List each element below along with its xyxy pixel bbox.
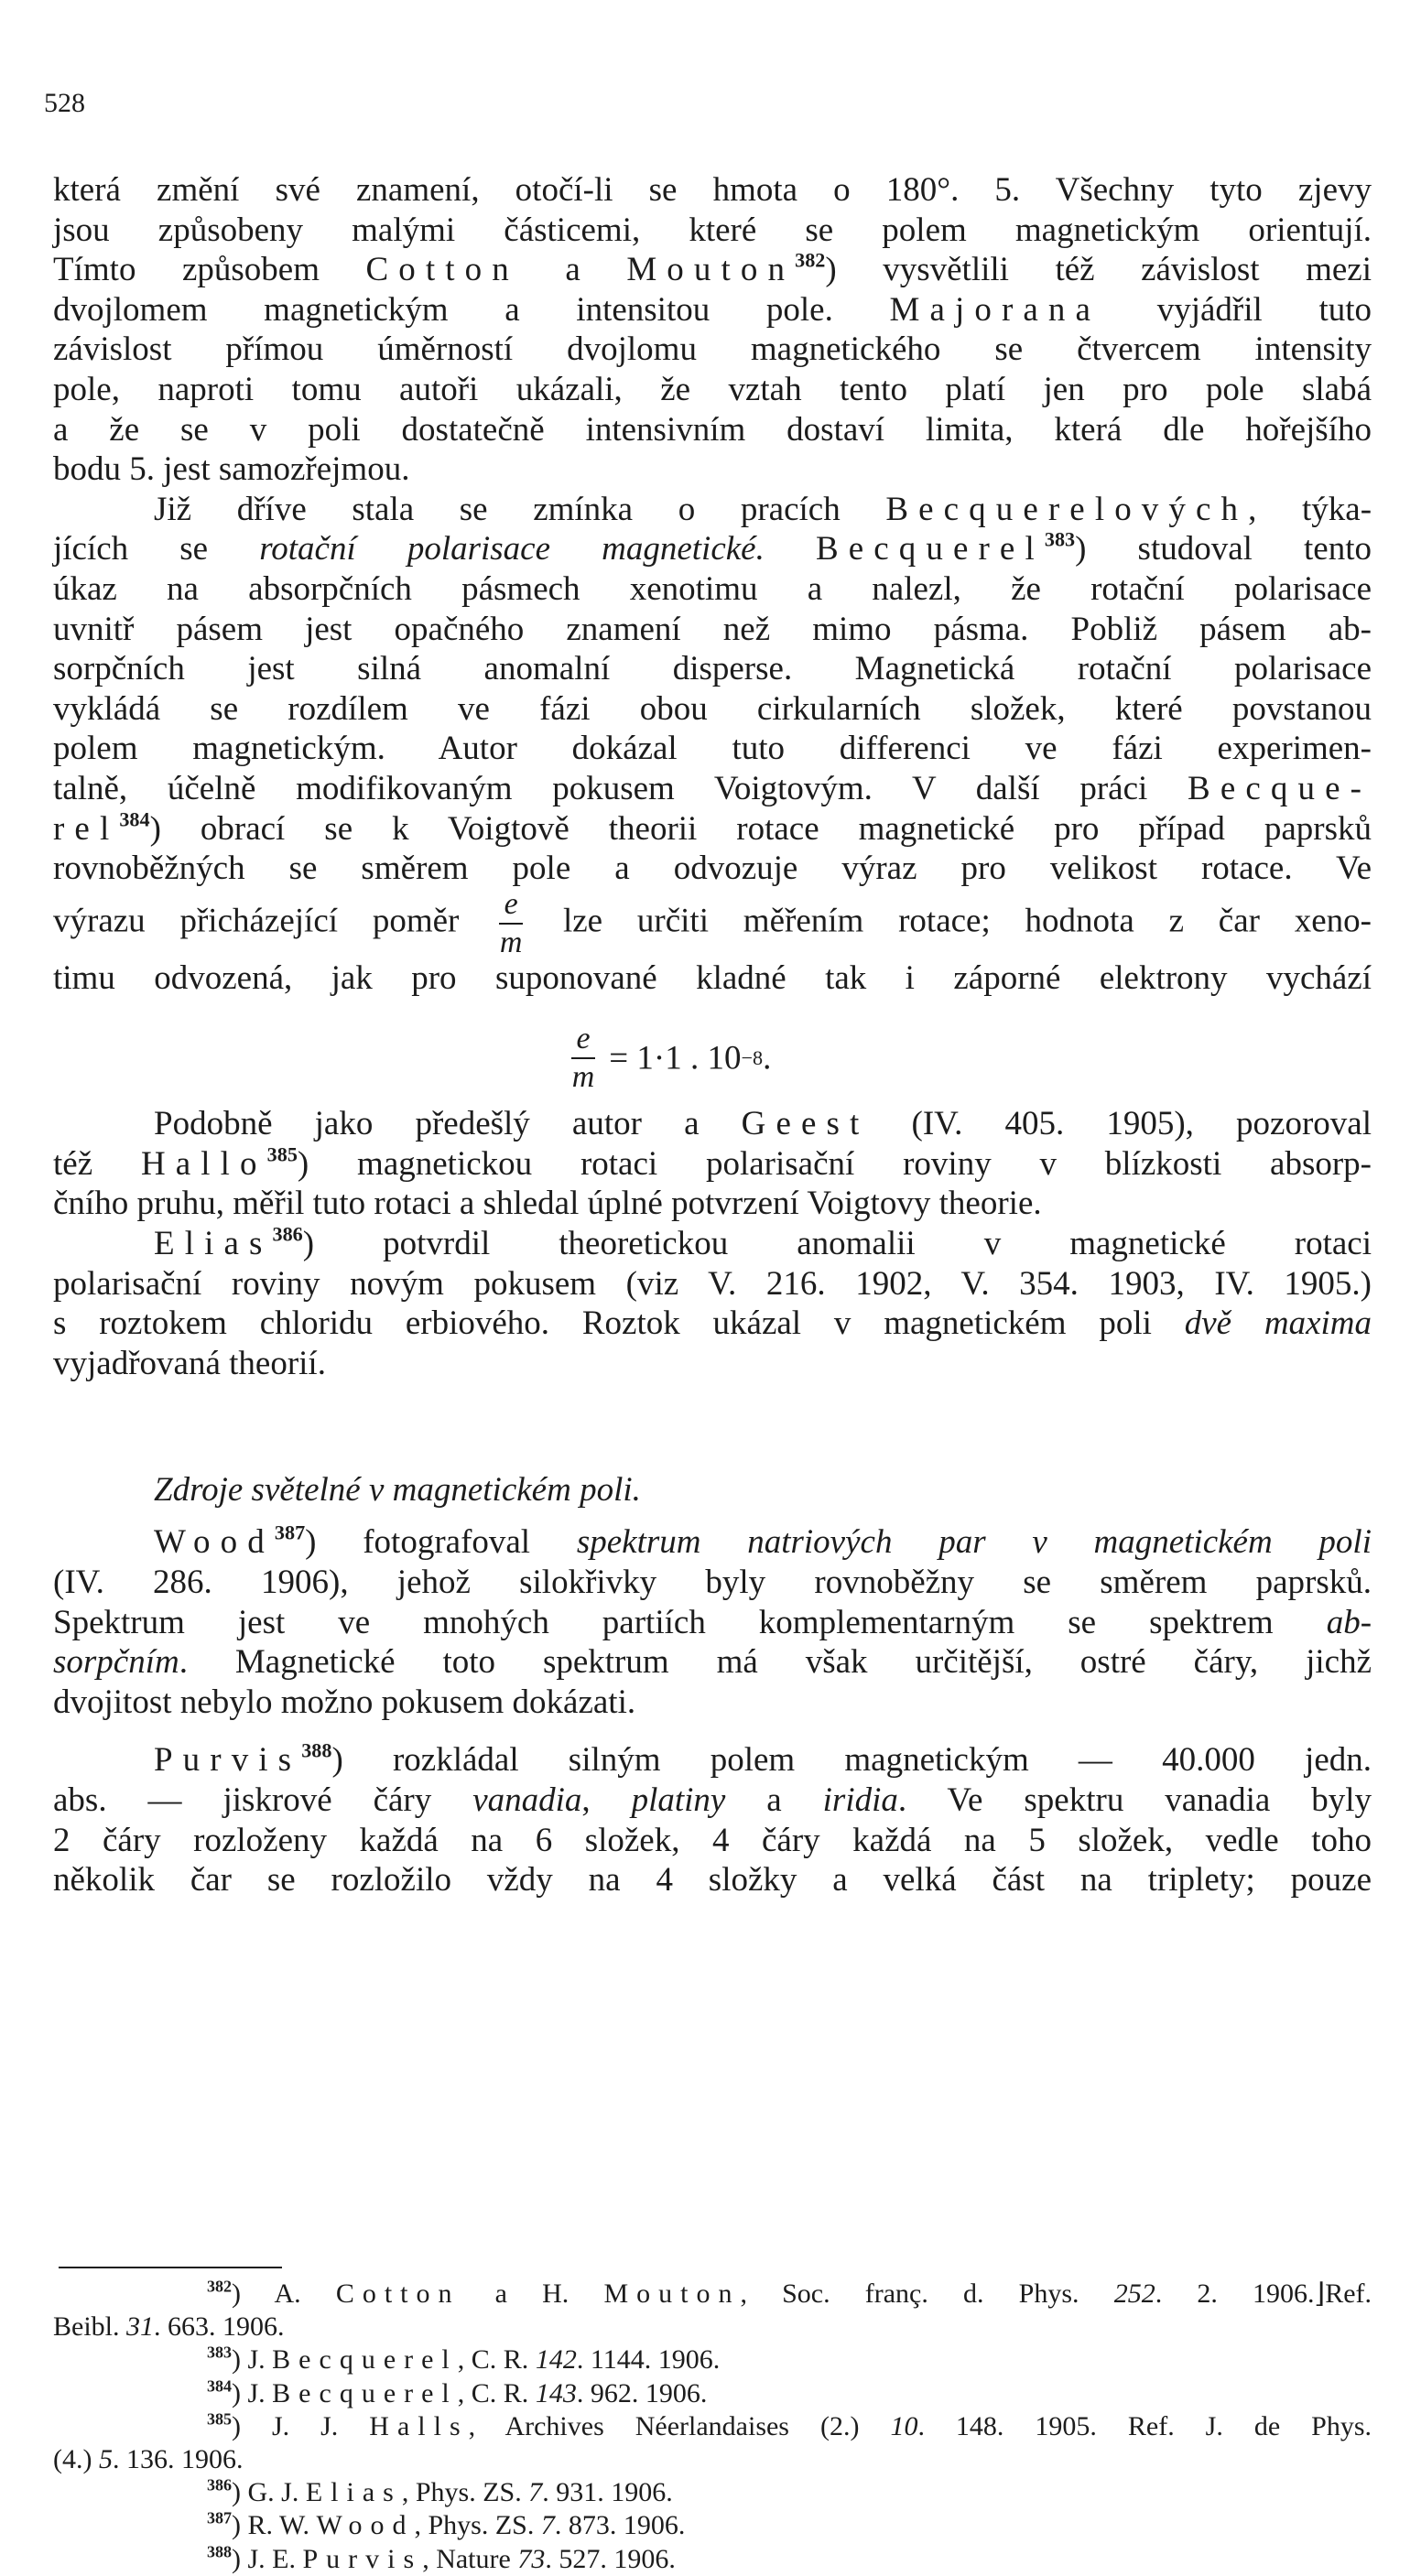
text-line: Purvis$^{388}$) rozkládal silným polem magnetickým — 40.000 jedn. [154,1738,1372,1780]
footnote-ref: 385 [266,1142,298,1166]
text-line: s roztokem chloridu erbiového. Roztok ukázal v magnetickém poli dvě maxima [53,1304,1372,1343]
footnote-ref: 383 [1044,527,1076,551]
paragraph-2 [53,490,1372,999]
author-name: Mouton [626,251,796,289]
text-line: sorpčním. Magnetické toto spektrum má však určitější, ostré čáry, jichž [53,1643,1372,1682]
footnote-382-cont: Beibl. 31. 663. 1906. [53,2311,285,2343]
emphasis: vanadia [472,1781,582,1819]
text-line: vyjadřovaná theorií. [53,1344,326,1382]
text-line: závislost přímou úměrností dvojlomu magnetického se čtvercem intensity [53,330,1372,369]
text-line: Elias$^{386}$) potvrdil theoretickou anomalii v magnetické rotaci [154,1222,1372,1263]
text-line: která změní své znamení, otočí-li se hmota o 180°. 5. Všechny tyto zjevy [53,171,1372,209]
text-line: (IV. 286. 1906), jehož silokřivky byly rovnoběžny se směrem paprsků. [53,1564,1372,1602]
text-line: rel$^{384}$) obrací se k Voigtově theorii rotace magnetické pro případ paprsků [53,807,1372,848]
text-line: několik čar se rozložilo vždy na 4 složky a velká část na triplety; pouze [53,1861,1372,1900]
text-line: sorpčních jest silná anomalní disperse. Magnetická rotační polarisace [53,650,1372,688]
text-line: uvnitř pásem jest opačného znamení než mimo pásma. Pobliž pásem ab- [53,610,1372,648]
text-line: jsou způsobeny malými částicemi, které se polem magnetickým orientují. [53,211,1372,249]
text-line: úkaz na absorpčních pásmech xenotimu a nalezl, že rotační polarisace [53,569,1372,608]
text-line: Wood$^{387}$) fotografoval spektrum natriových par v magnetickém poli [154,1521,1372,1562]
author-name: Becquerel [815,530,1045,568]
text-line: dvojitost nebylo možno pokusem dokázati. [53,1683,636,1721]
text-line: jících se rotační polarisace magnetické. Becquerel$^{383}$) studoval tento [53,527,1372,568]
main-text [53,170,1372,1900]
author-name: Cotton [365,251,519,289]
text-line: výrazu přicházející poměr $\frac{e}{m}$ lze určiti měřením rotace; hodnota z čar xeno- [53,886,1372,959]
author-name: rel [53,809,120,848]
footnote-382: $^{382}$) A. Cotton a H. Mouton, Soc. franç. d. Phys. 252. 2. 1906.⌋Ref. [207,2277,1372,2309]
paragraph-4 [53,1224,1372,1383]
text-line: Podobně jako předešlý autor a Geest (IV. 405. 1905), pozoroval [154,1105,1372,1143]
text-line: Spektrum jest ve mnohých partiích komplementarným se spektrem ab- [53,1603,1372,1641]
text-line: dvojlomem magnetickým a intensitou pole. Majorana vyjádřil tuto [53,290,1372,329]
author-name: Purvis [154,1741,302,1780]
text-line: a že se v poli dostatečně intensivním dostaví limita, která dle hořejšího [53,410,1372,449]
text-line: timu odvozená, jak pro suponované kladné tak i záporné elektrony vychází [53,958,1372,997]
text-line: polarisační roviny novým pokusem (viz V. 216. 1902, V. 354. 1903, IV. 1905.) [53,1264,1372,1303]
author-name: Geest [741,1105,870,1143]
text-line: abs. — jiskrové čáry vanadia, platiny a iridia. Ve spektru vanadia byly [53,1781,1372,1819]
emphasis: iridia [822,1781,898,1819]
emphasis: spektrum natriových par v magnetickém poli [576,1523,1372,1562]
author-name: Hallo [140,1144,267,1183]
footnote-385: $^{385}$) J. J. Halls, Archives Néerlandaises (2.) 10. 148. 1905. Ref. J. de Phys. [207,2409,1372,2441]
paragraph-1 [53,170,1372,490]
footnote-385-cont: (4.) 5. 136. 1906. [53,2444,244,2475]
text-line: rovnoběžných se směrem pole a odvozuje výraz pro velikost rotace. Ve [53,850,1372,888]
emphasis: dvě maxima [1184,1304,1372,1343]
emphasis: rotační polarisace magnetické [259,530,756,568]
paragraph-6 [53,1740,1372,1900]
text-line: čního pruhu, měřil tuto rotaci a shledal úplné potvrzení Voigtovy theorie. [53,1185,1042,1223]
section-heading: Zdroje světelné v magnetickém poli. [154,1471,641,1510]
text-line: 2 čáry rozloženy každá na 6 složek, 4 čáry každá na 5 složek, vedle toho [53,1821,1372,1859]
footnote-ref: 386 [272,1222,303,1246]
text-line: Již dříve stala se zmínka o pracích Becquerelových, týka- [154,490,1372,528]
footnote-383: $^{383}$) J. Becquerel, C. R. 142. 1144. 1906. [207,2343,721,2376]
text-line: vykládá se rozdílem ve fázi obou cirkularních složek, které povstanou [53,689,1372,728]
author-name: Becque- [1188,769,1372,807]
text-line: pole, naproti tomu autoři ukázali, že vztah tento platí jen pro pole slabá [53,370,1372,408]
footnote-386: $^{386}$) G. J. Elias, Phys. ZS. 7. 931. 1906. [207,2475,673,2508]
footnotes [53,2278,1372,2576]
footnote-387: $^{387}$) R. W. Wood, Phys. ZS. 7. 873. 1906. [207,2508,686,2541]
footnote-ref: 384 [119,807,150,831]
footnote-ref: 382 [795,248,826,272]
footnote-divider [59,2267,282,2268]
emphasis: sorpčním [53,1643,179,1682]
footnote-ref: 387 [274,1521,306,1545]
fraction-e-over-m: $\frac{e}{m}$ [571,1022,595,1095]
emphasis: ab- [1326,1603,1372,1641]
equation: $\frac{e}{m}$ = 1·1 . 10−8. [571,1022,772,1095]
paragraph-5 [53,1522,1372,1722]
footnote-388: $^{388}$) J. E. Purvis, Nature 73. 527. 1906. [207,2541,676,2574]
page-number: 528 [44,88,85,118]
text-line: Tímto způsobem Cotton a Mouton$^{382}$) vysvětlili též závislost mezi [53,248,1372,289]
footnote-ref: 388 [301,1738,332,1762]
fraction-e-over-m: $\frac{e}{m}$ [499,886,523,959]
text-line: bodu 5. jest samozřejmou. [53,450,410,489]
author-name: Elias [154,1225,273,1263]
text-line: polem magnetickým. Autor dokázal tuto differenci ve fázi experimen- [53,730,1372,768]
footnote-384: $^{384}$) J. Becquerel, C. R. 143. 962. 1906. [207,2376,708,2408]
paragraph-3 [53,1104,1372,1224]
author-name: Wood [154,1523,275,1562]
text-line: talně, účelně modifikovaným pokusem Voigtovým. V další práci Becque- [53,769,1372,807]
author-name: Becquerelových [885,490,1249,528]
author-name: Majorana [889,290,1101,329]
emphasis: platiny [631,1781,726,1819]
text-line: též Hallo$^{385}$) magnetickou rotaci polarisační roviny v blízkosti absorp- [53,1142,1372,1183]
